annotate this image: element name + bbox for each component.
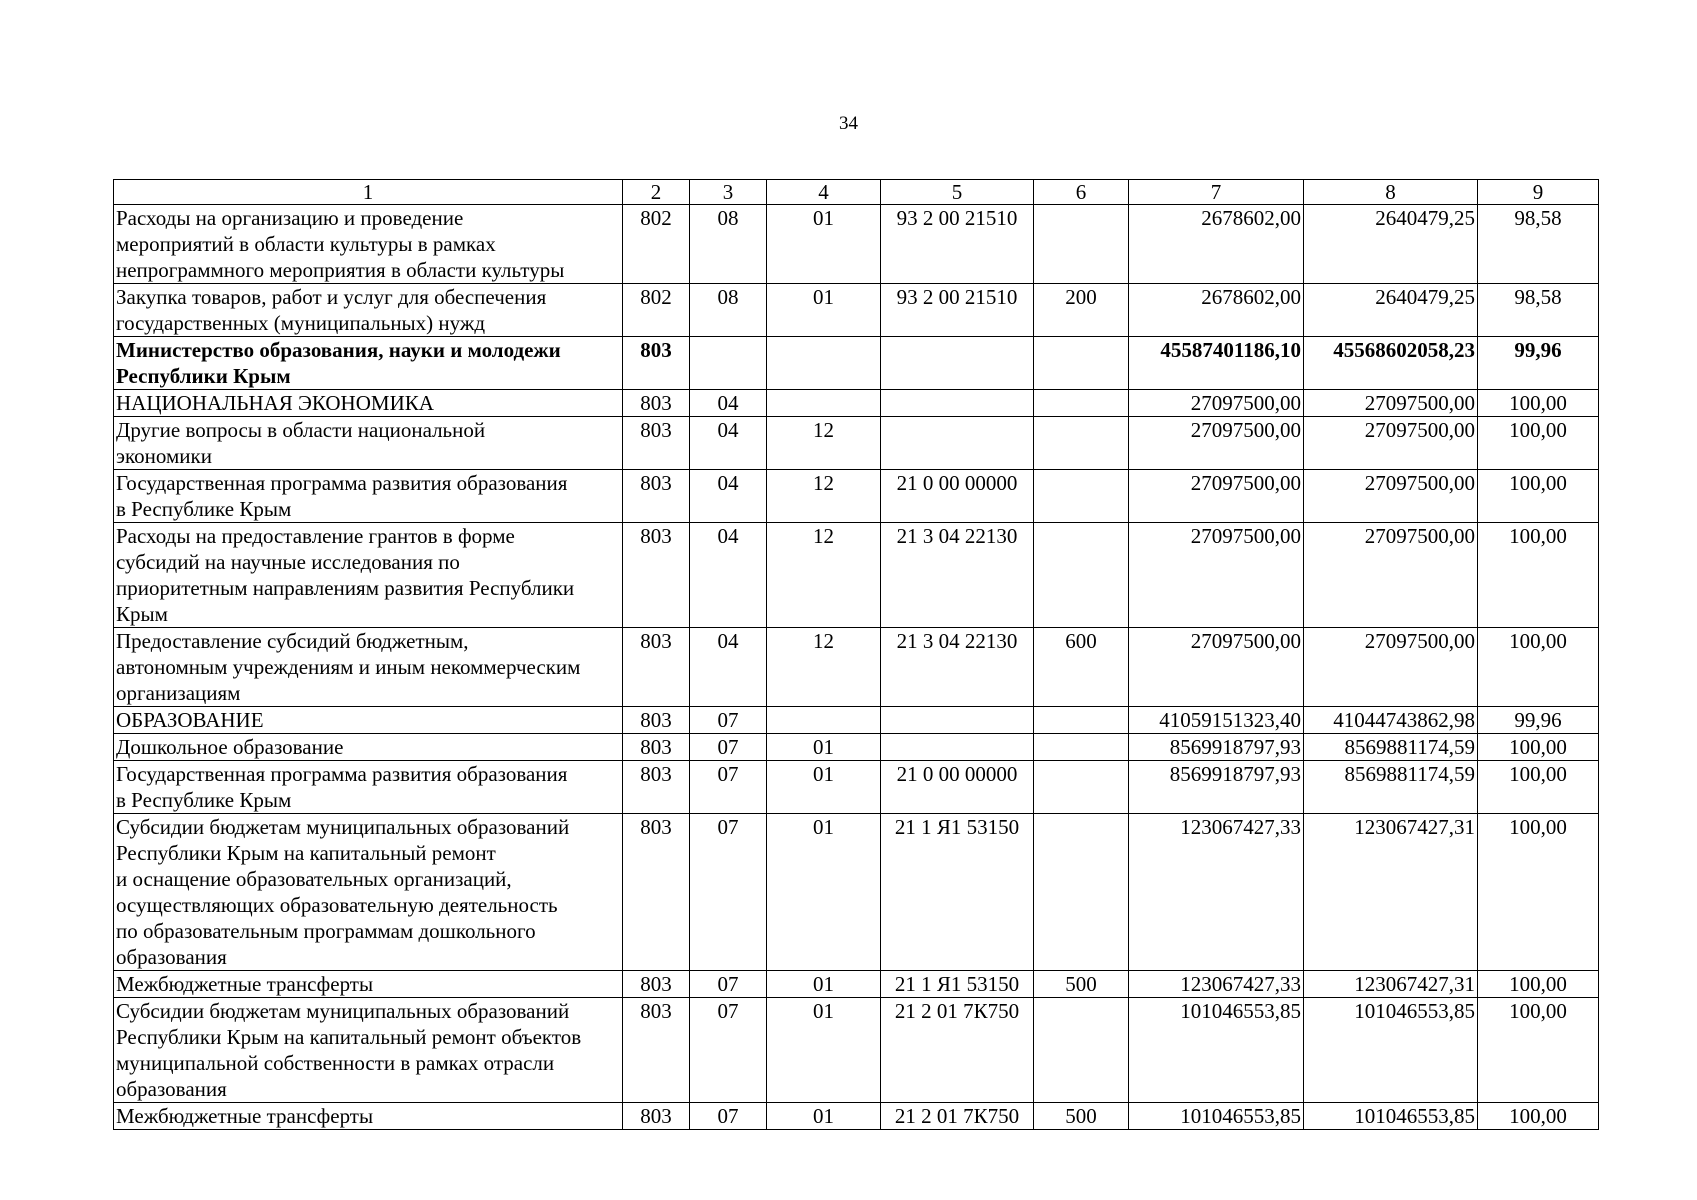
- target-article-cell: [881, 390, 1034, 417]
- section-code-cell: 07: [690, 707, 767, 734]
- section-code-cell: [690, 337, 767, 390]
- expense-type-cell: [1034, 417, 1129, 470]
- column-header: 7: [1129, 180, 1304, 205]
- row-name-cell: Расходы на предоставление грантов в форме субсидий на научные исследования по приоритетным направлениям развития Республики Крым: [114, 523, 623, 628]
- approved-amount-cell: 8569918797,93: [1129, 734, 1304, 761]
- section-code-cell: 07: [690, 998, 767, 1103]
- expense-type-cell: [1034, 998, 1129, 1103]
- column-header: 9: [1478, 180, 1599, 205]
- execution-percent-cell: 100,00: [1478, 470, 1599, 523]
- row-name-cell: Другие вопросы в области национальной экономики: [114, 417, 623, 470]
- expense-type-cell: [1034, 470, 1129, 523]
- admin-code-cell: 803: [623, 1103, 690, 1130]
- admin-code-cell: 803: [623, 734, 690, 761]
- admin-code-cell: 803: [623, 337, 690, 390]
- admin-code-cell: 803: [623, 628, 690, 707]
- subsection-code-cell: 12: [767, 628, 881, 707]
- table-row: [114, 814, 1599, 971]
- expense-type-cell: [1034, 523, 1129, 628]
- target-article-cell: 21 1 Я1 53150: [881, 971, 1034, 998]
- expense-type-cell: [1034, 761, 1129, 814]
- section-code-cell: 07: [690, 971, 767, 998]
- table-row: [114, 761, 1599, 814]
- table-body: [114, 205, 1599, 1130]
- expense-type-cell: [1034, 337, 1129, 390]
- approved-amount-cell: 8569918797,93: [1129, 761, 1304, 814]
- column-header: 3: [690, 180, 767, 205]
- column-header: 8: [1304, 180, 1478, 205]
- table-row: [114, 284, 1599, 337]
- admin-code-cell: 802: [623, 205, 690, 284]
- subsection-code-cell: 12: [767, 470, 881, 523]
- target-article-cell: [881, 417, 1034, 470]
- subsection-code-cell: [767, 707, 881, 734]
- target-article-cell: 93 2 00 21510: [881, 205, 1034, 284]
- approved-amount-cell: 123067427,33: [1129, 814, 1304, 971]
- section-code-cell: 08: [690, 205, 767, 284]
- table-row: [114, 205, 1599, 284]
- section-code-cell: 04: [690, 417, 767, 470]
- expense-type-cell: [1034, 390, 1129, 417]
- execution-percent-cell: 100,00: [1478, 417, 1599, 470]
- execution-percent-cell: 100,00: [1478, 814, 1599, 971]
- table-row: [114, 390, 1599, 417]
- approved-amount-cell: 27097500,00: [1129, 390, 1304, 417]
- row-name-cell: Государственная программа развития образования в Республике Крым: [114, 470, 623, 523]
- row-name-cell: Субсидии бюджетам муниципальных образований Республики Крым на капитальный ремонт и оснащение образовательных организаций, осуществляющих образовательную деятельность по образовательным программам дошкольного образования: [114, 814, 623, 971]
- row-name-cell: Закупка товаров, работ и услуг для обеспечения государственных (муниципальных) нужд: [114, 284, 623, 337]
- execution-percent-cell: 100,00: [1478, 1103, 1599, 1130]
- executed-amount-cell: 45568602058,23: [1304, 337, 1478, 390]
- table-row: [114, 523, 1599, 628]
- target-article-cell: [881, 337, 1034, 390]
- executed-amount-cell: 2640479,25: [1304, 205, 1478, 284]
- section-code-cell: 08: [690, 284, 767, 337]
- section-code-cell: 07: [690, 814, 767, 971]
- executed-amount-cell: 27097500,00: [1304, 390, 1478, 417]
- execution-percent-cell: 100,00: [1478, 390, 1599, 417]
- row-name-cell: Министерство образования, науки и молодежи Республики Крым: [114, 337, 623, 390]
- executed-amount-cell: 27097500,00: [1304, 523, 1478, 628]
- target-article-cell: 21 2 01 7К750: [881, 998, 1034, 1103]
- subsection-code-cell: 01: [767, 734, 881, 761]
- target-article-cell: 21 0 00 00000: [881, 761, 1034, 814]
- table-row: [114, 998, 1599, 1103]
- executed-amount-cell: 123067427,31: [1304, 971, 1478, 998]
- row-name-cell: Предоставление субсидий бюджетным, автономным учреждениям и иным некоммерческим организациям: [114, 628, 623, 707]
- subsection-code-cell: 12: [767, 523, 881, 628]
- expense-type-cell: 500: [1034, 971, 1129, 998]
- approved-amount-cell: 101046553,85: [1129, 1103, 1304, 1130]
- subsection-code-cell: [767, 337, 881, 390]
- executed-amount-cell: 27097500,00: [1304, 628, 1478, 707]
- section-code-cell: 07: [690, 761, 767, 814]
- subsection-code-cell: 01: [767, 284, 881, 337]
- executed-amount-cell: 123067427,31: [1304, 814, 1478, 971]
- row-name-cell: Расходы на организацию и проведение мероприятий в области культуры в рамках непрограммного мероприятия в области культуры: [114, 205, 623, 284]
- admin-code-cell: 803: [623, 998, 690, 1103]
- row-name-cell: Межбюджетные трансферты: [114, 1103, 623, 1130]
- approved-amount-cell: 45587401186,10: [1129, 337, 1304, 390]
- execution-percent-cell: 100,00: [1478, 628, 1599, 707]
- target-article-cell: 21 3 04 22130: [881, 523, 1034, 628]
- admin-code-cell: 803: [623, 971, 690, 998]
- executed-amount-cell: 101046553,85: [1304, 1103, 1478, 1130]
- row-name-cell: ОБРАЗОВАНИЕ: [114, 707, 623, 734]
- approved-amount-cell: 123067427,33: [1129, 971, 1304, 998]
- executed-amount-cell: 8569881174,59: [1304, 734, 1478, 761]
- approved-amount-cell: 27097500,00: [1129, 417, 1304, 470]
- admin-code-cell: 803: [623, 417, 690, 470]
- target-article-cell: 93 2 00 21510: [881, 284, 1034, 337]
- table-row: [114, 417, 1599, 470]
- admin-code-cell: 803: [623, 707, 690, 734]
- row-name-cell: Дошкольное образование: [114, 734, 623, 761]
- budget-table: [113, 179, 1599, 1130]
- executed-amount-cell: 27097500,00: [1304, 417, 1478, 470]
- table-header-row: [114, 180, 1599, 205]
- table-row: [114, 1103, 1599, 1130]
- approved-amount-cell: 2678602,00: [1129, 284, 1304, 337]
- table-row: [114, 971, 1599, 998]
- execution-percent-cell: 100,00: [1478, 523, 1599, 628]
- column-header: 1: [114, 180, 623, 205]
- target-article-cell: [881, 707, 1034, 734]
- section-code-cell: 07: [690, 734, 767, 761]
- expense-type-cell: [1034, 707, 1129, 734]
- execution-percent-cell: 98,58: [1478, 205, 1599, 284]
- subsection-code-cell: 01: [767, 205, 881, 284]
- column-header: 5: [881, 180, 1034, 205]
- execution-percent-cell: 100,00: [1478, 761, 1599, 814]
- subsection-code-cell: 01: [767, 761, 881, 814]
- target-article-cell: 21 0 00 00000: [881, 470, 1034, 523]
- subsection-code-cell: [767, 390, 881, 417]
- expense-type-cell: 500: [1034, 1103, 1129, 1130]
- approved-amount-cell: 101046553,85: [1129, 998, 1304, 1103]
- approved-amount-cell: 2678602,00: [1129, 205, 1304, 284]
- admin-code-cell: 803: [623, 470, 690, 523]
- section-code-cell: 04: [690, 523, 767, 628]
- section-code-cell: 04: [690, 470, 767, 523]
- row-name-cell: Межбюджетные трансферты: [114, 971, 623, 998]
- execution-percent-cell: 100,00: [1478, 971, 1599, 998]
- target-article-cell: [881, 734, 1034, 761]
- page-number: 34: [839, 113, 858, 134]
- execution-percent-cell: 99,96: [1478, 337, 1599, 390]
- executed-amount-cell: 41044743862,98: [1304, 707, 1478, 734]
- admin-code-cell: 803: [623, 814, 690, 971]
- column-header: 4: [767, 180, 881, 205]
- executed-amount-cell: 101046553,85: [1304, 998, 1478, 1103]
- admin-code-cell: 803: [623, 761, 690, 814]
- subsection-code-cell: 01: [767, 998, 881, 1103]
- expense-type-cell: 600: [1034, 628, 1129, 707]
- admin-code-cell: 802: [623, 284, 690, 337]
- approved-amount-cell: 27097500,00: [1129, 470, 1304, 523]
- row-name-cell: Государственная программа развития образования в Республике Крым: [114, 761, 623, 814]
- expense-type-cell: [1034, 734, 1129, 761]
- approved-amount-cell: 41059151323,40: [1129, 707, 1304, 734]
- column-header: 2: [623, 180, 690, 205]
- expense-type-cell: 200: [1034, 284, 1129, 337]
- section-code-cell: 04: [690, 628, 767, 707]
- table-row: [114, 707, 1599, 734]
- execution-percent-cell: 98,58: [1478, 284, 1599, 337]
- approved-amount-cell: 27097500,00: [1129, 628, 1304, 707]
- executed-amount-cell: 2640479,25: [1304, 284, 1478, 337]
- section-code-cell: 04: [690, 390, 767, 417]
- target-article-cell: 21 2 01 7К750: [881, 1103, 1034, 1130]
- section-code-cell: 07: [690, 1103, 767, 1130]
- admin-code-cell: 803: [623, 523, 690, 628]
- subsection-code-cell: 12: [767, 417, 881, 470]
- subsection-code-cell: 01: [767, 814, 881, 971]
- executed-amount-cell: 8569881174,59: [1304, 761, 1478, 814]
- expense-type-cell: [1034, 814, 1129, 971]
- table-row: [114, 628, 1599, 707]
- executed-amount-cell: 27097500,00: [1304, 470, 1478, 523]
- subsection-code-cell: 01: [767, 971, 881, 998]
- execution-percent-cell: 100,00: [1478, 998, 1599, 1103]
- approved-amount-cell: 27097500,00: [1129, 523, 1304, 628]
- target-article-cell: 21 1 Я1 53150: [881, 814, 1034, 971]
- execution-percent-cell: 99,96: [1478, 707, 1599, 734]
- table-row: [114, 734, 1599, 761]
- table-row: [114, 470, 1599, 523]
- expense-type-cell: [1034, 205, 1129, 284]
- row-name-cell: НАЦИОНАЛЬНАЯ ЭКОНОМИКА: [114, 390, 623, 417]
- column-header: 6: [1034, 180, 1129, 205]
- admin-code-cell: 803: [623, 390, 690, 417]
- subsection-code-cell: 01: [767, 1103, 881, 1130]
- table-row: [114, 337, 1599, 390]
- target-article-cell: 21 3 04 22130: [881, 628, 1034, 707]
- row-name-cell: Субсидии бюджетам муниципальных образований Республики Крым на капитальный ремонт объектов муниципальной собственности в рамках отрасли образования: [114, 998, 623, 1103]
- execution-percent-cell: 100,00: [1478, 734, 1599, 761]
